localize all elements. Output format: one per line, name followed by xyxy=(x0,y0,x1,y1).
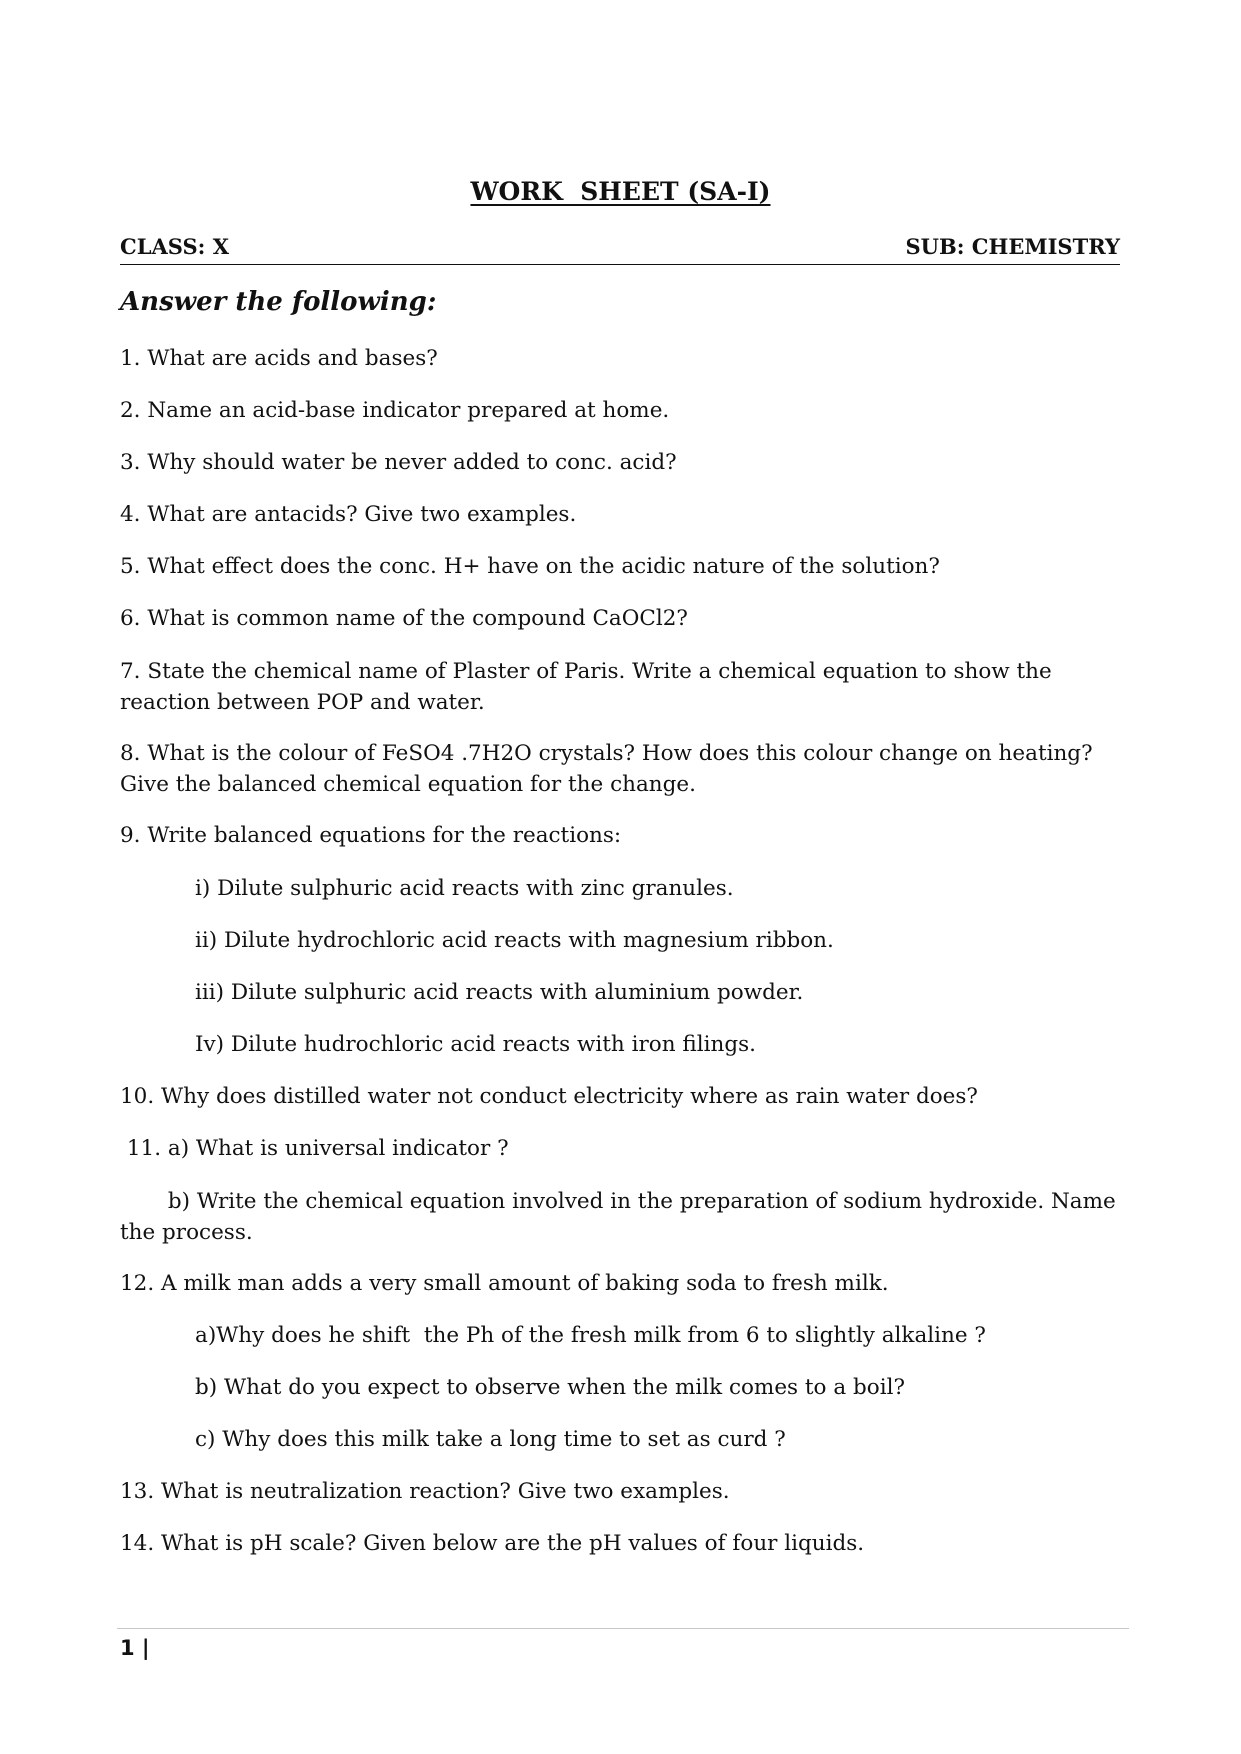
class-label: CLASS: X xyxy=(120,234,229,259)
worksheet-title: WORK SHEET (SA-I) xyxy=(470,177,771,206)
question-9-part-iii: iii) Dilute sulphuric acid reacts with aluminium powder. xyxy=(195,980,804,1005)
question-7: 7. State the chemical name of Plaster of Paris. Write a chemical equation to show the reaction between POP and water. xyxy=(120,659,1059,715)
question-8: 8. What is the colour of FeSO4 .7H2O crystals? How does this colour change on heating? Give the balanced chemical equation for the change. xyxy=(120,741,1100,797)
question-9-part-i: i) Dilute sulphuric acid reacts with zinc granules. xyxy=(195,876,734,901)
question-6: 6. What is common name of the compound CaOCl2? xyxy=(120,606,688,631)
question-1: 1. What are acids and bases? xyxy=(120,346,438,371)
footer-divider xyxy=(117,1628,1129,1629)
question-11a: 11. a) What is universal indicator ? xyxy=(120,1136,509,1161)
class-subject-line xyxy=(120,234,1120,265)
question-12: 12. A milk man adds a very small amount of baking soda to fresh milk. xyxy=(120,1271,889,1296)
question-2: 2. Name an acid-base indicator prepared at home. xyxy=(120,398,670,423)
question-3: 3. Why should water be never added to conc. acid? xyxy=(120,450,677,475)
subject-label: SUB: CHEMISTRY xyxy=(905,234,1120,259)
page-number: 1 | xyxy=(120,1636,150,1660)
question-11b: b) Write the chemical equation involved in the preparation of sodium hydroxide. Name the process. xyxy=(120,1189,1123,1245)
question-12-part-a: a)Why does he shift the Ph of the fresh milk from 6 to slightly alkaline ? xyxy=(195,1323,986,1348)
question-4: 4. What are antacids? Give two examples. xyxy=(120,502,577,527)
question-12-part-c: c) Why does this milk take a long time to set as curd ? xyxy=(195,1427,786,1452)
question-5: 5. What effect does the conc. H+ have on the acidic nature of the solution? xyxy=(120,554,940,579)
question-9-part-ii: ii) Dilute hydrochloric acid reacts with magnesium ribbon. xyxy=(195,928,834,953)
question-9: 9. Write balanced equations for the reactions: xyxy=(120,823,622,848)
question-10: 10. Why does distilled water not conduct electricity where as rain water does? xyxy=(120,1084,978,1109)
question-12-part-b: b) What do you expect to observe when the milk comes to a boil? xyxy=(195,1375,905,1400)
instruction-heading: Answer the following: xyxy=(120,287,437,317)
question-9-part-iv: Iv) Dilute hudrochloric acid reacts with iron filings. xyxy=(195,1032,756,1057)
question-14: 14. What is pH scale? Given below are the pH values of four liquids. xyxy=(120,1531,865,1556)
question-13: 13. What is neutralization reaction? Give two examples. xyxy=(120,1479,730,1504)
